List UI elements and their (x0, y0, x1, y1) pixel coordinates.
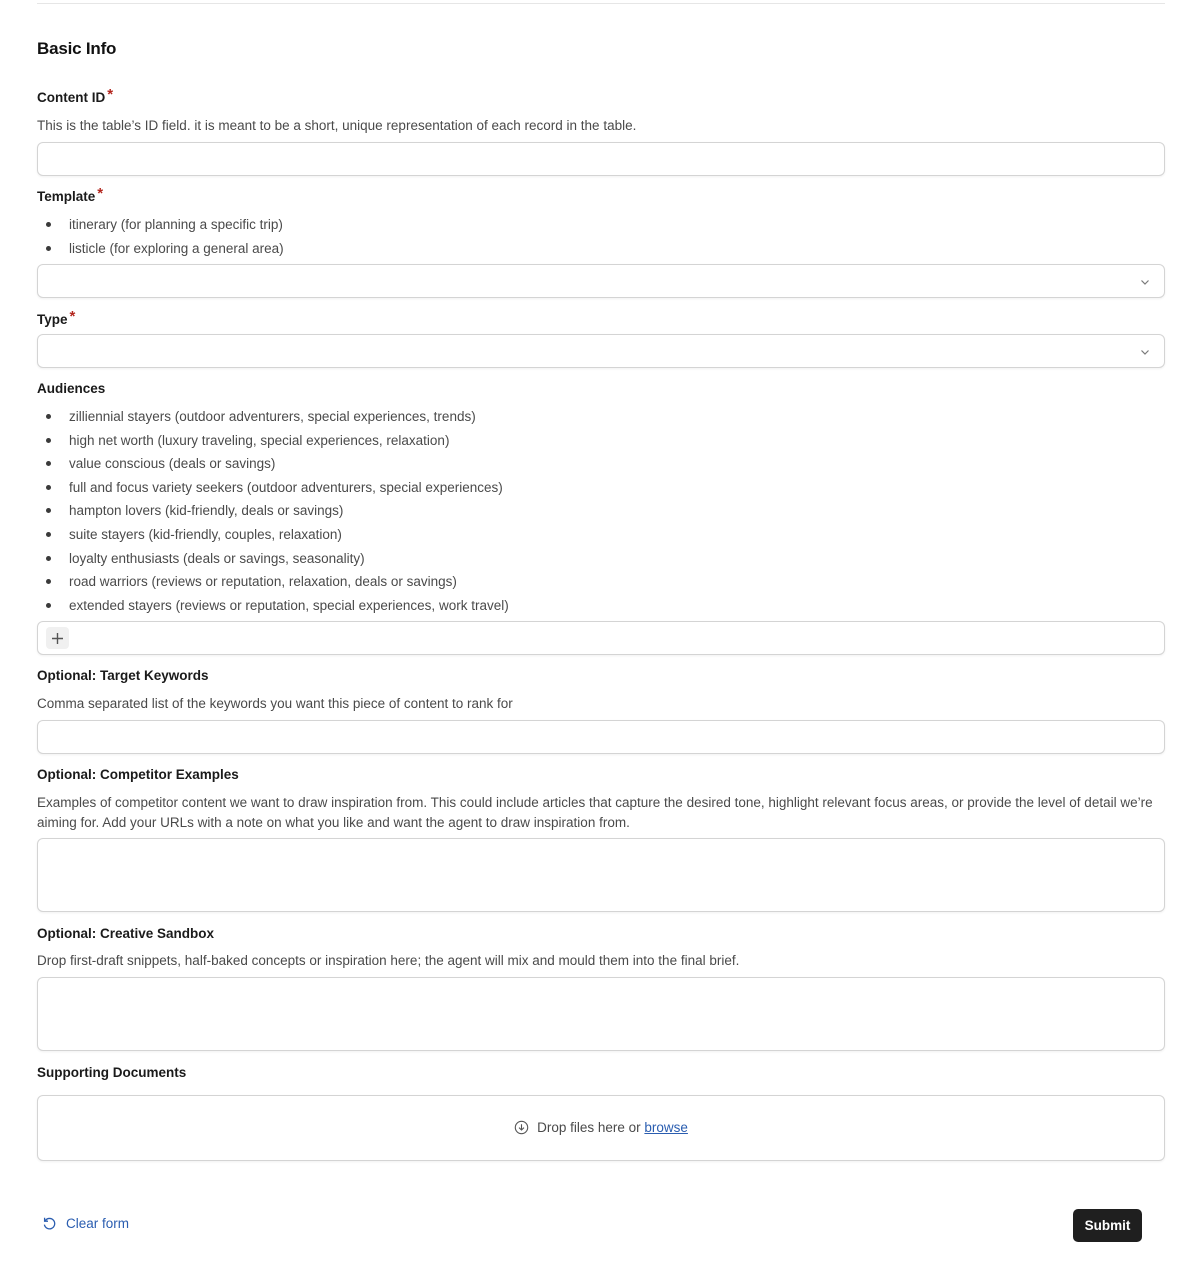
audiences-label: Audiences (37, 381, 106, 396)
section-title: Basic Info (37, 39, 117, 58)
content-id-label (37, 86, 114, 106)
list-item: hampton lovers (kid-friendly, deals or savings) (37, 502, 509, 526)
file-dropzone[interactable] (37, 1095, 1165, 1161)
list-item: extended stayers (reviews or reputation, special experiences, work travel) (37, 597, 509, 621)
keywords-label: Optional: Target Keywords (37, 668, 209, 683)
add-audience-button[interactable] (46, 627, 69, 649)
divider (37, 3, 1165, 4)
type-label-text: Type (37, 312, 68, 327)
documents-label: Supporting Documents (37, 1065, 187, 1080)
download-circle-icon (514, 1120, 529, 1135)
list-item: listicle (for exploring a general area) (37, 240, 284, 264)
audiences-list (37, 408, 509, 620)
list-item: high net worth (luxury traveling, special experiences, relaxation) (37, 432, 509, 456)
type-select[interactable] (37, 334, 1165, 368)
competitors-label: Optional: Competitor Examples (37, 767, 239, 782)
submit-button[interactable]: Submit (1073, 1209, 1142, 1242)
dropzone-text: Drop files here or (537, 1120, 641, 1135)
chevron-down-icon (1140, 347, 1150, 357)
list-item: value conscious (deals or savings) (37, 455, 509, 479)
required-marker: * (97, 185, 104, 202)
audiences-multiselect (37, 621, 1165, 655)
sandbox-label: Optional: Creative Sandbox (37, 926, 215, 941)
sandbox-help: Drop first-draft snippets, half-baked concepts or inspiration here; the agent will mix and mould them into the final brief. (37, 953, 740, 968)
template-label-text: Template (37, 189, 96, 204)
dropzone-content (38, 1120, 1164, 1135)
plus-icon (51, 632, 64, 645)
clear-form-button[interactable] (42, 1216, 129, 1231)
content-id-help: This is the table’s ID field. it is meant to be a short, unique representation of each record in the table. (37, 118, 637, 133)
template-select[interactable] (37, 264, 1165, 298)
required-marker: * (107, 86, 114, 103)
list-item: itinerary (for planning a specific trip) (37, 216, 284, 240)
list-item: full and focus variety seekers (outdoor adventurers, special experiences) (37, 479, 509, 503)
sandbox-textarea[interactable] (37, 977, 1165, 1051)
required-marker: * (69, 308, 76, 325)
chevron-down-icon (1140, 277, 1150, 287)
template-label (37, 185, 104, 205)
competitors-help: Examples of competitor content we want to draw inspiration from. This could include articles that capture the desired tone, highlight relevant focus areas, or provide the level of detail we’re aiming for. Add your URLs with a note on what you like and want the agent to draw inspiration from. (37, 795, 1153, 830)
reset-icon (42, 1216, 57, 1231)
content-id-label-text: Content ID (37, 90, 106, 105)
list-item: road warriors (reviews or reputation, relaxation, deals or savings) (37, 573, 509, 597)
list-item: suite stayers (kid-friendly, couples, relaxation) (37, 526, 509, 550)
keywords-help: Comma separated list of the keywords you want this piece of content to rank for (37, 696, 513, 711)
clear-form-label: Clear form (66, 1216, 130, 1231)
content-id-input[interactable] (37, 142, 1165, 176)
template-options-list (37, 216, 284, 263)
type-label (37, 308, 76, 328)
list-item: zilliennial stayers (outdoor adventurers, special experiences, trends) (37, 408, 509, 432)
browse-link[interactable]: browse (644, 1120, 688, 1135)
list-item: loyalty enthusiasts (deals or savings, seasonality) (37, 550, 509, 574)
keywords-input[interactable] (37, 720, 1165, 754)
competitors-textarea[interactable] (37, 838, 1165, 912)
